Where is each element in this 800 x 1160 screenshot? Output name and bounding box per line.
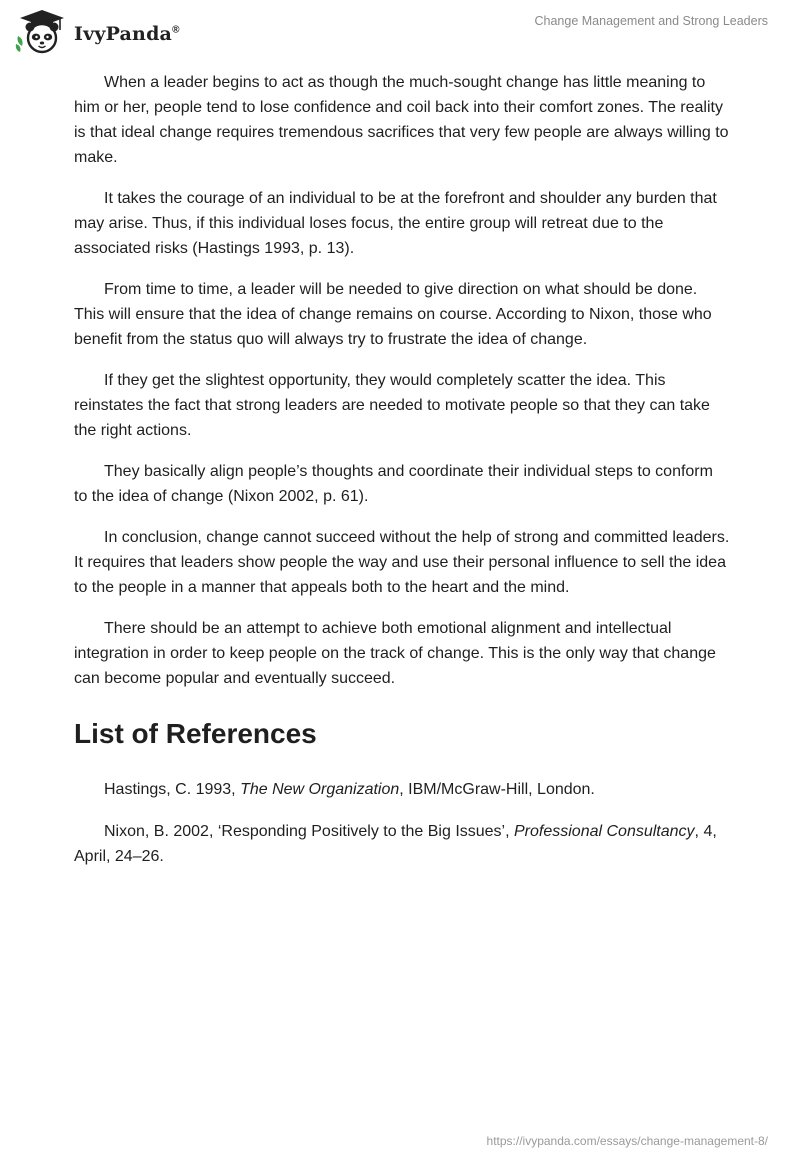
page-header: [0, 0, 800, 60]
reference-author: Hastings, C. 1993,: [104, 781, 241, 798]
reference-title: Professional Consultancy: [514, 823, 695, 840]
reference-title: The New Organization: [240, 781, 400, 798]
reference-item: [74, 777, 730, 802]
brand-logo[interactable]: [14, 8, 180, 56]
document-title: Change Management and Strong Leaders: [534, 14, 768, 28]
body-paragraph: In conclusion, change cannot succeed without the help of strong and committed leaders. It requires that leaders show people the way and use their personal influence to sell the idea to the people in a manner that appeals both to the heart and the mind.: [74, 529, 730, 596]
source-url[interactable]: https://ivypanda.com/essays/change-management-8/: [486, 1134, 768, 1148]
essay-content: [74, 70, 730, 886]
reference-author: Nixon, B. 2002, ‘Responding Positively to the Big Issues’,: [104, 823, 514, 840]
body-paragraph: They basically align people’s thoughts and coordinate their individual steps to conform to the idea of change (Nixon 2002, p. 61).: [74, 463, 713, 505]
reference-publisher: , IBM/McGraw-Hill, London.: [399, 781, 595, 798]
references-heading: List of References: [74, 718, 317, 749]
body-paragraph: When a leader begins to act as though the much-sought change has little meaning to him or her, people tend to lose confidence and coil back into their comfort zones. The reality is that ideal change requires tremendous sacrifices that very few people are always willing to make.: [74, 74, 729, 166]
brand-name: IvyPanda®: [74, 23, 180, 45]
body-paragraph: It takes the courage of an individual to be at the forefront and shoulder any burden that may arise. Thus, if this individual loses focus, the entire group will retreat due to the associated risks (Hastings 1993, p. 13).: [74, 190, 717, 257]
body-paragraph: There should be an attempt to achieve both emotional alignment and intellectual integration in order to keep people on the track of change. This is the only way that change can become popular and eventually succeed.: [74, 620, 716, 687]
reference-item: [74, 819, 730, 869]
panda-graduate-icon: [14, 8, 70, 56]
reference-publisher: , 4, April, 24–26.: [74, 823, 717, 865]
body-paragraph: If they get the slightest opportunity, they would completely scatter the idea. This reinstates the fact that strong leaders are needed to motivate people so that they can take the right actions.: [74, 372, 710, 439]
body-paragraph: From time to time, a leader will be needed to give direction on what should be done. This will ensure that the idea of change remains on course. According to Nixon, those who benefit from the status quo will always try to frustrate the idea of change.: [74, 281, 712, 348]
